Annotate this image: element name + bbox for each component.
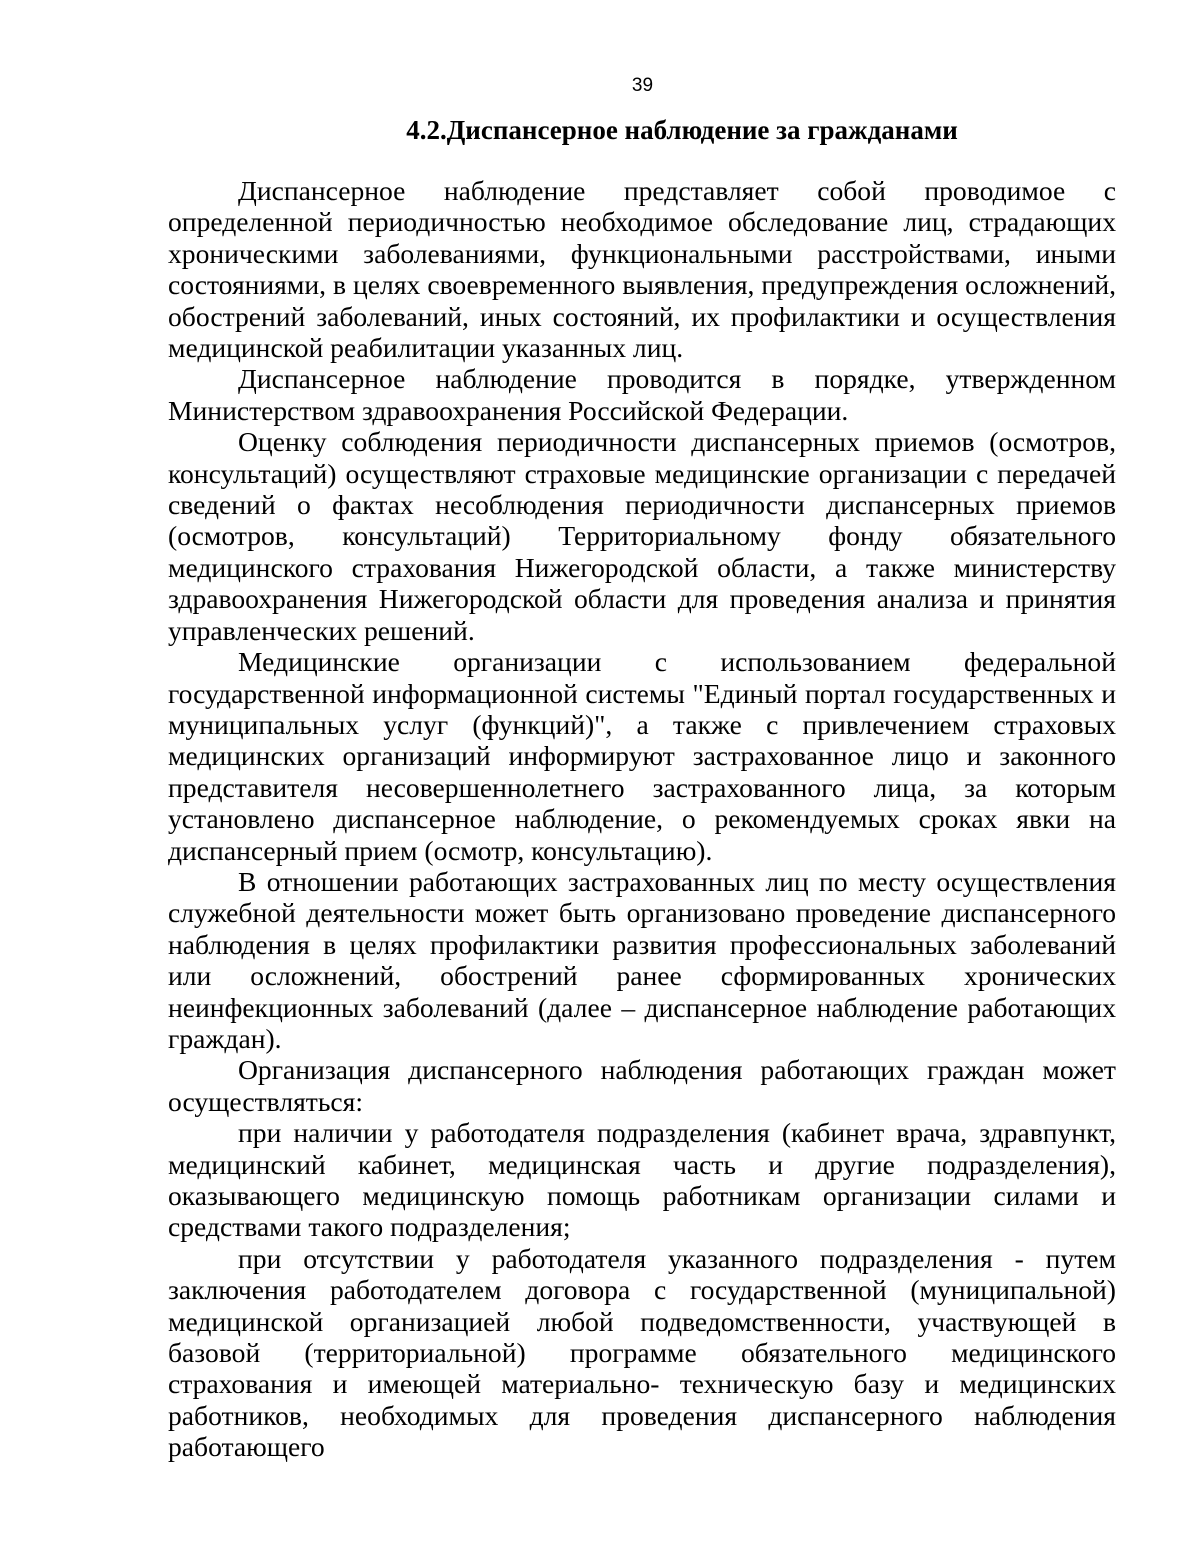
- paragraph: Медицинские организации с использованием федеральной государственной информационной системы "Единый портал государственных и муниципальных услуг (функций)", а также с привлечением страховых медицинских организаций информируют застрахованное лицо и законного представителя несовершеннолетнего застрахованного лица, за которым установлено диспансерное наблюдение, о рекомендуемых сроках явки на диспансерный прием (осмотр, консультацию).: [168, 646, 1116, 866]
- list-item-paragraph: при наличии у работодателя подразделения (кабинет врача, здравпункт, медицинский кабинет, медицинская часть и другие подразделения), оказывающего медицинскую помощь работникам организации силами и средствами такого подразделения;: [168, 1117, 1116, 1243]
- page-number: 39: [631, 75, 654, 96]
- paragraph: Диспансерное наблюдение проводится в порядке, утвержденном Министерством здравоохранения Российской Федерации.: [168, 363, 1116, 426]
- paragraph: Организация диспансерного наблюдения работающих граждан может осуществляться:: [168, 1054, 1116, 1117]
- paragraph: Диспансерное наблюдение представляет собой проводимое с определенной периодичностью необходимое обследование лиц, страдающих хроническими заболеваниями, функциональными расстройствами, иными состояниями, в целях своевременного выявления, предупреждения осложнений, обострений заболеваний, иных состояний, их профилактики и осуществления медицинской реабилитации указанных лиц.: [168, 175, 1116, 364]
- paragraph: В отношении работающих застрахованных лиц по месту осуществления служебной деятельности может быть организовано проведение диспансерного наблюдения в целях профилактики развития профессиональных заболеваний или осложнений, обострений ранее сформированных хронических неинфекционных заболеваний (далее – диспансерное наблюдение работающих граждан).: [168, 865, 1116, 1054]
- list-item-paragraph: при отсутствии у работодателя указанного подразделения - путем заключения работодателем договора с государственной (муниципальной) медицинской организацией любой подведомственности, участвующей в базовой (территориальной) программе обязательного медицинского страхования и имеющей материально- техническую базу и медицинских работников, необходимых для проведения диспансерного наблюдения работающего: [168, 1242, 1116, 1463]
- section-heading: 4.2.Диспансерное наблюдение за гражданами: [406, 115, 958, 145]
- paragraph: Оценку соблюдения периодичности диспансерных приемов (осмотров, консультаций) осуществляют страховые медицинские организации с передачей сведений о фактах несоблюдения периодичности диспансерных приемов (осмотров, консультаций) Территориальному фонду обязательного медицинского страхования Нижегородской области, а также министерству здравоохранения Нижегородской области для проведения анализа и принятия управленческих решений.: [168, 426, 1116, 646]
- document-body: [168, 175, 1116, 1463]
